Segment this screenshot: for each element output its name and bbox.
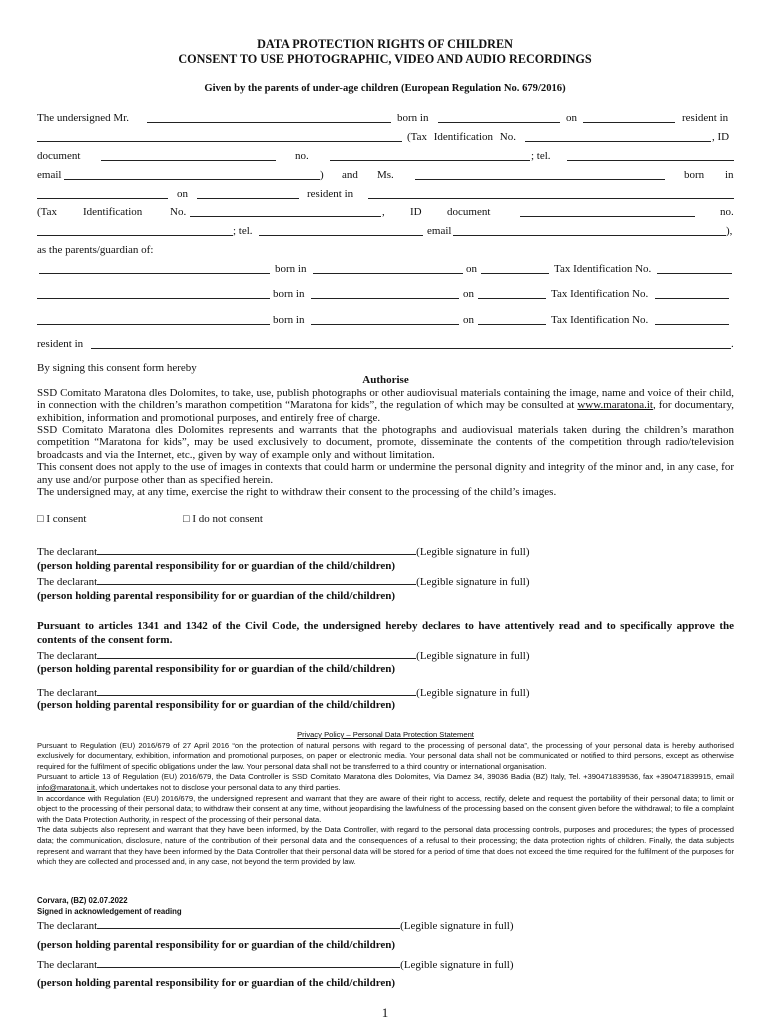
- child-line-2: [37, 287, 734, 302]
- label-legible: (Legible signature in full): [416, 650, 530, 662]
- privacy-p2-text-b: , which undertakes not to disclose your personal data to any third parties.: [94, 782, 341, 792]
- label-parents-guardian: as the parents/guardian of:: [37, 244, 154, 256]
- label-child-born-in: born in: [273, 288, 305, 300]
- label-child-tax: Tax Identification No.: [554, 263, 652, 275]
- label-and: and: [342, 169, 358, 181]
- child1-birthdate-field[interactable]: [481, 273, 549, 274]
- consent-option-no[interactable]: □ I do not consent: [183, 513, 263, 525]
- civil-code-statement: Pursuant to articles 1341 and 1342 of the Civil Code, the undersigned hereby declares to have attentively read and to specifically approve the contents of the consent form.: [37, 620, 734, 646]
- father-email-field[interactable]: [64, 179, 320, 180]
- authorise-heading: Authorise: [362, 374, 409, 387]
- comma: ,: [382, 206, 385, 218]
- child-line-1: [37, 262, 734, 277]
- label-no-dot: No.: [170, 206, 187, 218]
- resident-line: [37, 337, 734, 352]
- form-line-mother-4: [37, 224, 734, 239]
- father-birthdate-field[interactable]: [583, 122, 675, 123]
- privacy-heading: Privacy Policy – Personal Data Protection Statement: [297, 730, 474, 739]
- label-child-born-in: born in: [273, 314, 305, 326]
- mother-tax-id-field[interactable]: [190, 216, 381, 217]
- signature-field-2[interactable]: [97, 575, 416, 585]
- label-declarant: The declarant: [37, 546, 98, 558]
- para1-text-b: , for documentary, exhibition, information and promotional purposes, and entirely free of charge.: [37, 399, 734, 424]
- signature-line-1: [37, 545, 529, 559]
- form-line-father-2: [37, 130, 734, 145]
- label-no: no.: [295, 150, 309, 162]
- label-legible: (Legible signature in full): [400, 959, 514, 971]
- mother-document-no-field[interactable]: [37, 235, 233, 236]
- signature-line-2: [37, 575, 529, 589]
- consent-paragraph-4: The undersigned may, at any time, exercise the right to withdraw their consent to the processing of the child’s images.: [37, 486, 557, 499]
- children-residence-field[interactable]: [91, 348, 731, 349]
- privacy-paragraph-4: The data subjects also represent and warrant that they have been informed, by the Data Controller, with regard to the personal data processing controls, purposes and procedures; the types of processed data; the communication, disclosure, nature of the contribution of their personal data and the consequences of a refusal to their processing; the data protection rights of children. Finally, the data subjects represent and warrant that they have been informed by the Data Controller that their personal data will be stored for a period of time that does not exceed the time required for the fulfilment of the purposes for which they are collected and processed and, in any case, not beyond the term provided by law.: [37, 825, 734, 867]
- document-title-line1: DATA PROTECTION RIGHTS OF CHILDREN: [257, 37, 513, 51]
- label-legible: (Legible signature in full): [416, 576, 530, 588]
- maratona-link[interactable]: www.maratona.it: [577, 399, 653, 412]
- child1-tax-field[interactable]: [657, 273, 732, 274]
- label-tel-2: ; tel.: [233, 225, 253, 237]
- privacy-paragraph-3: In accordance with Regulation (EU) 2016/679, the undersigned represent and warrant that they are aware of their right to access, rectify, delete and request the portability of their personal data; to limit or object to the processing of their personal data; to withdraw their consent at any time, without jeopardising the lawfulness of the processing based on the consent given before the withdrawal; to file a complaint with the Data Protection Authority, in respect of the processing of their personal data.: [37, 793, 734, 824]
- label-child-tax: Tax Identification No.: [551, 314, 649, 326]
- signature-field-5[interactable]: [97, 919, 400, 929]
- label-on: on: [566, 112, 577, 124]
- form-line-mother-2: [37, 187, 734, 202]
- label-email: email: [37, 169, 62, 181]
- child2-birthplace-field[interactable]: [311, 298, 459, 299]
- mother-email-field[interactable]: [453, 235, 726, 236]
- label-id-2: ID: [410, 206, 422, 218]
- mother-tel-field[interactable]: [259, 235, 423, 236]
- form-line-father-3: [37, 149, 734, 164]
- privacy-paragraph-2: [37, 772, 734, 793]
- child3-birthplace-field[interactable]: [311, 324, 459, 325]
- label-id: , ID: [712, 131, 730, 143]
- document-subtitle: Given by the parents of under-age children (European Regulation No. 679/2016): [204, 83, 566, 94]
- label-legible: (Legible signature in full): [400, 920, 514, 932]
- mother-birthplace-field[interactable]: [37, 198, 168, 199]
- father-document-no-field[interactable]: [330, 160, 530, 161]
- mother-birthdate-field[interactable]: [197, 198, 299, 199]
- document-title-line2: CONSENT TO USE PHOTOGRAPHIC, VIDEO AND AUDIO RECORDINGS: [178, 52, 592, 66]
- signature-line-5: [37, 919, 513, 933]
- label-identification: Identification: [83, 206, 143, 218]
- signature-field-6[interactable]: [97, 958, 400, 968]
- page-number: 1: [381, 1005, 389, 1020]
- signature-line-6: [37, 958, 513, 972]
- label-undersigned: The undersigned Mr.: [37, 112, 129, 124]
- child3-name-field[interactable]: [37, 324, 270, 325]
- form-line-father: [37, 111, 734, 126]
- label-document: document: [37, 150, 81, 162]
- label-child-on: on: [466, 263, 477, 275]
- child-line-3: [37, 313, 734, 328]
- signature-line-4: [37, 686, 529, 700]
- consent-paragraph-2: SSD Comitato Maratona dles Dolomites represents and warrants that the photographs and audiovisual materials taken during the children’s marathon competition “Maratona for kids”, may be used exclusively to document, promote, disseminate the contents of the competition through radio/television broadcasts and via the Internet, etc., given by way of example only and without limitation.: [37, 424, 734, 461]
- father-name-field[interactable]: [147, 122, 391, 123]
- responsibility-note-2: (person holding parental responsibility for or guardian of the child/children): [37, 590, 396, 602]
- mother-document-field[interactable]: [520, 216, 695, 217]
- close-paren: ): [320, 169, 324, 181]
- form-line-mother-3: [37, 205, 734, 220]
- label-on-2: on: [177, 188, 188, 200]
- label-child-on: on: [463, 288, 474, 300]
- privacy-paragraph-1: Pursuant to Regulation (EU) 2016/679 of 27 April 2016 “on the protection of natural persons with regard to the processing of personal data”, the processing of your personal data is hereby authorised exclusively for documentary, exhibition, information and promotional purposes, on paper or electronic media. Your personal data shall not be communicated or notified to third persons, except as otherwise required for the fulfilment of specific obligations under the law. Your personal data shall not be transferred to a third country or international organisation.: [37, 740, 734, 771]
- consent-text: [37, 362, 734, 498]
- label-email-2: email: [427, 225, 452, 237]
- label-tax: (Tax: [37, 206, 57, 218]
- signed-acknowledgement: Signed in acknowledgement of reading: [37, 907, 182, 916]
- form-line-mother: [37, 168, 734, 183]
- signature-field-3[interactable]: [97, 649, 416, 659]
- child2-tax-field[interactable]: [655, 298, 729, 299]
- label-declarant: The declarant: [37, 650, 98, 662]
- father-residence-field[interactable]: [37, 141, 402, 142]
- para1-text-a: SSD Comitato Maratona dles Dolomites, to take, use, publish photographs or other audiovisual materials containing the image, name and voice of their child, in connection with the children’s marathon competition “Maratona for kids”, the regulation of which may be consulted at: [37, 386, 734, 412]
- label-legible: (Legible signature in full): [416, 687, 530, 699]
- label-document-2: document: [447, 206, 491, 218]
- label-ms: Ms.: [377, 169, 394, 181]
- responsibility-note-3: (person holding parental responsibility for or guardian of the child/children): [37, 663, 396, 675]
- close-paren-2: ),: [726, 225, 733, 237]
- signature-field-1[interactable]: [97, 545, 416, 555]
- label-resident-in: resident in: [682, 112, 729, 124]
- signature-field-4[interactable]: [97, 686, 416, 696]
- period: .: [731, 338, 734, 350]
- by-signing-text: By signing this consent form hereby: [37, 362, 197, 374]
- label-child-on: on: [463, 314, 474, 326]
- child2-name-field[interactable]: [37, 298, 270, 299]
- label-legible: (Legible signature in full): [416, 546, 530, 558]
- place-date: Corvara, (BZ) 02.07.2022: [37, 896, 128, 905]
- label-declarant: The declarant: [37, 576, 98, 588]
- consent-paragraph-3: This consent does not apply to the use of images in contexts that could harm or undermine the personal dignity and integrity of the minor and, in any case, for any use and/or purpose other than as specified herein.: [37, 461, 734, 486]
- child2-birthdate-field[interactable]: [478, 298, 546, 299]
- signature-line-3: [37, 649, 529, 663]
- child1-birthplace-field[interactable]: [313, 273, 463, 274]
- responsibility-note-4: (person holding parental responsibility for or guardian of the child/children): [37, 699, 396, 711]
- consent-paragraph-1: [37, 387, 734, 424]
- mother-residence-field[interactable]: [368, 198, 734, 199]
- father-birthplace-field[interactable]: [438, 122, 560, 123]
- label-resident-in-2: resident in: [307, 188, 354, 200]
- label-declarant: The declarant: [37, 959, 98, 971]
- label-born: born: [684, 169, 705, 181]
- label-no-2: no.: [720, 206, 734, 218]
- father-tax-id-field[interactable]: [525, 141, 711, 142]
- label-tax-id: (Tax Identification No.: [407, 131, 516, 143]
- responsibility-note-6: (person holding parental responsibility for or guardian of the child/children): [37, 977, 396, 989]
- privacy-p2-text-a: Pursuant to article 13 of Regulation (EU) 2016/679, the Data Controller is SSD Comitato Maratona dles Dolomites, Via Damez 34, 39036 Badia (BZ) Italy, Tel. +390471839536, fax +390471839915, email: [37, 772, 734, 782]
- label-declarant: The declarant: [37, 687, 98, 699]
- privacy-email-link[interactable]: info@maratona.it: [37, 782, 95, 792]
- consent-option-yes[interactable]: □ I consent: [37, 513, 87, 525]
- responsibility-note-1: (person holding parental responsibility for or guardian of the child/children): [37, 560, 396, 572]
- label-child-born-in: born in: [275, 263, 307, 275]
- father-document-field[interactable]: [101, 160, 276, 161]
- label-born-in: born in: [397, 112, 429, 124]
- parents-guardian-label: [37, 243, 734, 258]
- mother-name-field[interactable]: [415, 179, 665, 180]
- child3-tax-field[interactable]: [655, 324, 729, 325]
- responsibility-note-5: (person holding parental responsibility for or guardian of the child/children): [37, 939, 396, 951]
- father-tel-field[interactable]: [567, 160, 734, 161]
- label-resident-in-3: resident in: [37, 338, 84, 350]
- label-in: in: [725, 169, 734, 181]
- label-child-tax: Tax Identification No.: [551, 288, 649, 300]
- label-tel: ; tel.: [531, 150, 551, 162]
- privacy-policy: [37, 730, 734, 868]
- child1-name-field[interactable]: [39, 273, 270, 274]
- label-declarant: The declarant: [37, 920, 98, 932]
- child3-birthdate-field[interactable]: [478, 324, 546, 325]
